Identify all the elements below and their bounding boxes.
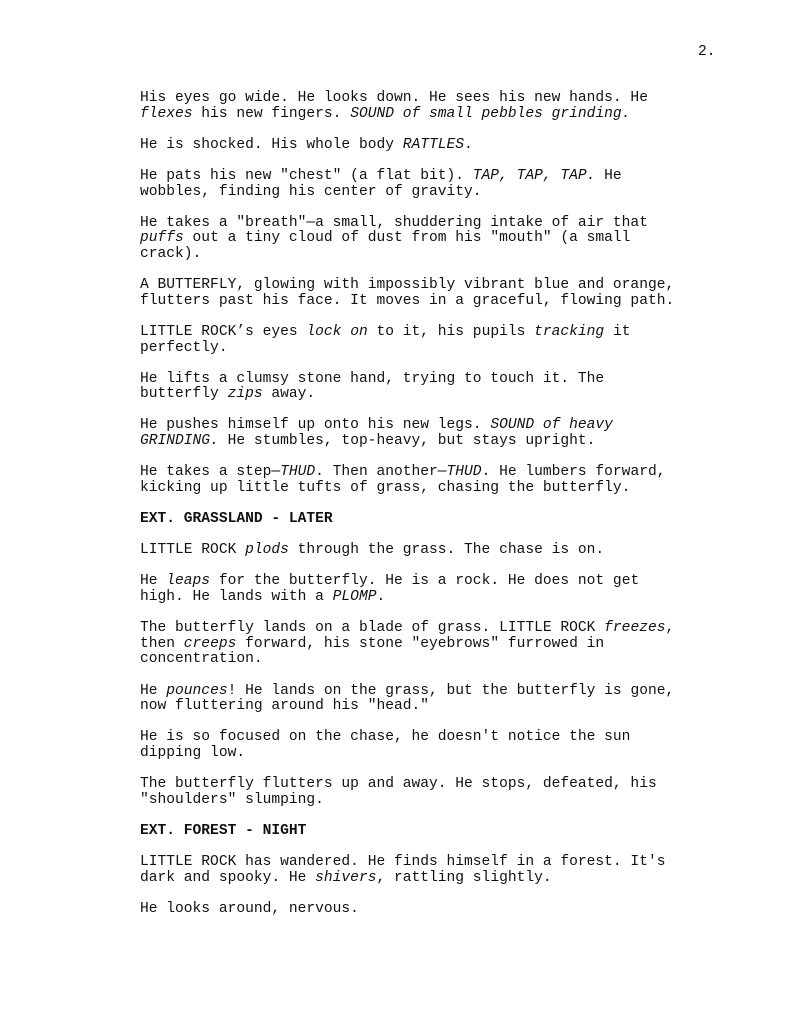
emphasis-text: tracking [534,323,605,340]
emphasis-text: creeps [183,635,237,652]
text-span: , then [140,620,675,652]
text-span: . He lumbers forward, kicking up little tufts of grass, chasing the butterfly. [140,464,666,496]
emphasis-text: shivers [315,869,377,886]
action-paragraph [140,543,700,559]
text-span: . [376,589,386,605]
text-span: LITTLE ROCK [140,542,246,559]
emphasis-text: SOUND of small pebbles grinding. [350,105,631,122]
page-number: 2. [698,44,716,60]
action-paragraph [140,169,700,200]
text-span: He [140,573,167,590]
emphasis-text: THUD [446,464,482,481]
text-span: LITTLE ROCK’s eyes [140,323,307,340]
action-paragraph [140,278,700,309]
text-span: , rattling slightly. [376,869,552,886]
text-span: He takes a "breath"—a small, shuddering intake of air that [140,214,648,231]
emphasis-text: zips [227,386,263,403]
text-span: He is so focused on the chase, he doesn't notice the sun dipping low. [140,729,631,761]
emphasis-text: TAP, TAP, TAP. [472,167,596,184]
emphasis-text: THUD [280,464,316,481]
text-span: it perfectly. [140,323,631,356]
text-span: He looks around, nervous. [140,900,359,917]
emphasis-text: RATTLES [402,136,465,153]
text-span: ! He lands on the grass, but the butterfly is gone, now fluttering around his "head." [140,682,675,715]
text-span: He wobbles, finding his center of gravity. [140,167,622,200]
action-paragraph [140,855,700,886]
action-paragraph [140,684,700,715]
action-paragraph [140,621,700,668]
text-span: forward, his stone "eyebrows" furrowed in concentration. [140,635,605,668]
action-paragraph [140,325,700,356]
text-span: through the grass. The chase is on. [288,542,605,559]
emphasis-text: puffs [140,230,184,247]
emphasis-text: pounces [166,682,228,699]
text-span: . [464,136,473,153]
text-span: his new fingers. [192,105,351,122]
text-span: He pushes himself up onto his new legs. [140,417,491,434]
action-paragraph [140,730,700,761]
text-span: His eyes go wide. He looks down. He sees his new hands. He [140,90,648,106]
text-span: away. [262,386,316,403]
text-span: . Then another— [315,464,447,481]
text-span: EXT. FOREST - NIGHT [140,822,307,839]
scene-heading [140,512,700,528]
action-paragraph [140,138,700,154]
action-paragraph [140,216,700,263]
action-paragraph [140,777,700,808]
text-span: He pats his new "chest" (a flat bit). [140,167,473,184]
action-paragraph [140,418,700,449]
text-span: He lifts a clumsy stone hand, trying to touch it. The butterfly [140,370,605,403]
script-body [140,91,700,933]
text-span: He takes a step— [140,464,281,481]
action-paragraph [140,372,700,403]
text-span: out a tiny cloud of dust from his "mouth" (a small crack). [140,230,631,262]
action-paragraph [140,574,700,605]
text-span: The butterfly flutters up and away. He stops, defeated, his "shoulders" slumping. [140,776,657,808]
action-paragraph [140,465,700,496]
text-span: The butterfly lands on a blade of grass. LITTLE ROCK [140,620,605,637]
emphasis-text: plods [245,542,289,559]
text-span: for the butterfly. He is a rock. He does not get high. He lands with a [140,573,640,605]
emphasis-text: leaps [166,573,211,590]
text-span: He is shocked. His whole body [140,136,403,153]
emphasis-text: PLOMP [332,589,377,605]
text-span: He [140,682,167,699]
text-span: A BUTTERFLY, glowing with impossibly vibrant blue and orange, flutters past his face. It moves in a graceful, flowing path. [140,277,675,309]
text-span: He stumbles, top-heavy, but stays upright. [218,433,596,450]
action-paragraph [140,91,700,122]
scene-heading [140,824,700,840]
text-span: LITTLE ROCK has wandered. He finds himself in a forest. It's dark and spooky. He [140,854,666,886]
action-paragraph [140,902,700,918]
text-span: to it, his pupils [367,323,535,340]
emphasis-text: lock on [306,323,368,340]
emphasis-text: flexes [140,105,193,122]
emphasis-text: SOUND of heavy GRINDING. [140,417,613,450]
text-span: EXT. GRASSLAND - LATER [140,511,333,528]
emphasis-text: freezes [604,620,666,637]
